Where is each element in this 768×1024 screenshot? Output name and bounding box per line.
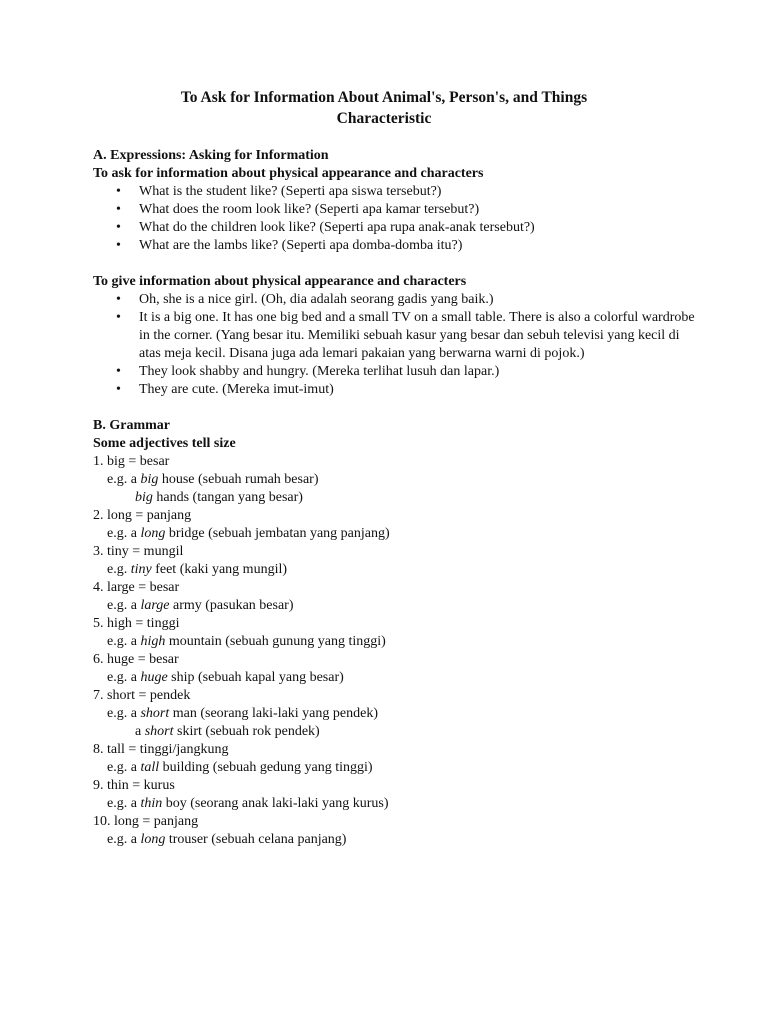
example-suffix: bridge (sebuah jembatan yang panjang) (165, 526, 390, 541)
list-item (116, 291, 699, 309)
grammar-item (93, 651, 768, 687)
example-adjective: thin (140, 796, 163, 811)
list-item-text: What are the lambs like? (Seperti apa domba-domba itu?) (139, 238, 463, 253)
example-adjective: long (140, 526, 166, 541)
grammar-example (107, 669, 768, 687)
list-item (116, 309, 699, 363)
list-item (116, 219, 699, 237)
grammar-example (135, 723, 768, 741)
list-item-text: It is a big one. It has one big bed and a small TV on a small table. There is also a colorful wardrobe in the corner. (Yang besar itu. Memiliki sebuah kasur yang besar dan sebuh televisi yang kecil di atas meja kecil. Disana juga ada lemari pakaian yang berwarna warni di pojok.) (139, 310, 695, 361)
example-suffix: trouser (sebuah celana panjang) (165, 832, 347, 847)
example-adjective: long (140, 832, 166, 847)
section-a (93, 147, 768, 399)
bullet-icon: • (116, 382, 121, 397)
example-adjective: tall (140, 760, 160, 775)
grammar-example (135, 489, 768, 507)
section-a-heading: A. Expressions: Asking for Information (93, 148, 329, 163)
example-suffix: house (sebuah rumah besar) (158, 472, 319, 487)
example-prefix: a (135, 724, 145, 739)
example-prefix: e.g. a (107, 526, 141, 541)
spacer (93, 399, 768, 417)
grammar-item (93, 507, 768, 543)
example-adjective: tiny (130, 562, 152, 577)
list-item-text: They are cute. (Mereka imut-imut) (139, 382, 334, 397)
bullet-icon: • (116, 202, 121, 217)
bullet-icon: • (116, 364, 121, 379)
example-prefix: e.g. a (107, 706, 141, 721)
grammar-item-title: 7. short = pendek (93, 688, 191, 703)
list-item-text: What does the room look like? (Seperti apa kamar tersebut?) (139, 202, 480, 217)
grammar-item-title: 6. huge = besar (93, 652, 179, 667)
grammar-example (107, 525, 768, 543)
example-suffix: feet (kaki yang mungil) (151, 562, 288, 577)
example-adjective: big (140, 472, 159, 487)
grammar-example (107, 471, 768, 489)
example-prefix: e.g. a (107, 796, 141, 811)
grammar-item (93, 615, 768, 651)
grammar-item-title: 8. tall = tinggi/jangkung (93, 742, 229, 757)
grammar-item (93, 543, 768, 579)
grammar-example (107, 633, 768, 651)
ask-info-list (93, 183, 699, 255)
example-prefix: e.g. (107, 562, 131, 577)
grammar-item (93, 453, 768, 507)
grammar-item-title: 5. high = tinggi (93, 616, 180, 631)
example-prefix: e.g. a (107, 832, 141, 847)
grammar-example (107, 759, 768, 777)
list-item-text: What is the student like? (Seperti apa siswa tersebut?) (139, 184, 442, 199)
title-line-1: To Ask for Information About Animal's, Person's, and Things (180, 89, 588, 106)
example-suffix: skirt (sebuah rok pendek) (173, 724, 320, 739)
grammar-item (93, 579, 768, 615)
example-adjective: short (140, 706, 170, 721)
list-item-text: What do the children look like? (Seperti apa rupa anak-anak tersebut?) (139, 220, 535, 235)
grammar-example (107, 795, 768, 813)
bullet-icon: • (116, 238, 121, 253)
grammar-item-title: 9. thin = kurus (93, 778, 175, 793)
grammar-subheading: Some adjectives tell size (93, 436, 236, 451)
grammar-item-title: 2. long = panjang (93, 508, 192, 523)
title-line-2: Characteristic (336, 110, 432, 127)
ask-info-heading: To ask for information about physical appearance and characters (93, 166, 484, 181)
grammar-item-title: 1. big = besar (93, 454, 170, 469)
example-suffix: building (sebuah gedung yang tinggi) (159, 760, 373, 775)
example-adjective: high (140, 634, 166, 649)
grammar-example (107, 705, 768, 723)
list-item (116, 183, 699, 201)
section-b (93, 417, 768, 849)
example-suffix: mountain (sebuah gunung yang tinggi) (165, 634, 386, 649)
example-suffix: boy (seorang anak laki-laki yang kurus) (162, 796, 389, 811)
list-item (116, 237, 699, 255)
list-item-text: Oh, she is a nice girl. (Oh, dia adalah seorang gadis yang baik.) (139, 292, 494, 307)
example-adjective: big (135, 490, 153, 505)
example-adjective: huge (140, 670, 168, 685)
grammar-list (93, 453, 768, 849)
give-info-heading: To give information about physical appearance and characters (93, 274, 467, 289)
bullet-icon: • (116, 184, 121, 199)
list-item-text: They look shabby and hungry. (Mereka terlihat lusuh dan lapar.) (139, 364, 500, 379)
grammar-item (93, 813, 768, 849)
grammar-item (93, 687, 768, 741)
give-info-list (93, 291, 699, 399)
grammar-item-title: 10. long = panjang (93, 814, 199, 829)
example-prefix: e.g. a (107, 760, 141, 775)
list-item (116, 381, 699, 399)
example-prefix: e.g. a (107, 472, 141, 487)
grammar-example (107, 831, 768, 849)
example-adjective: short (144, 724, 174, 739)
example-prefix: e.g. a (107, 670, 141, 685)
grammar-item (93, 777, 768, 813)
grammar-example (107, 561, 768, 579)
list-item (116, 201, 699, 219)
grammar-item (93, 741, 768, 777)
example-adjective: large (140, 598, 170, 613)
grammar-item-title: 4. large = besar (93, 580, 180, 595)
example-suffix: ship (sebuah kapal yang besar) (167, 670, 344, 685)
bullet-icon: • (116, 220, 121, 235)
section-b-heading: B. Grammar (93, 418, 170, 433)
list-item (116, 363, 699, 381)
example-prefix: e.g. a (107, 634, 141, 649)
example-suffix: man (seorang laki-laki yang pendek) (169, 706, 378, 721)
example-suffix: army (pasukan besar) (169, 598, 294, 613)
grammar-example (107, 597, 768, 615)
grammar-item-title: 3. tiny = mungil (93, 544, 184, 559)
bullet-icon: • (116, 292, 121, 307)
example-suffix: hands (tangan yang besar) (152, 490, 303, 505)
document-title (93, 87, 675, 129)
spacer (93, 255, 768, 273)
example-prefix: e.g. a (107, 598, 141, 613)
bullet-icon: • (116, 310, 121, 325)
